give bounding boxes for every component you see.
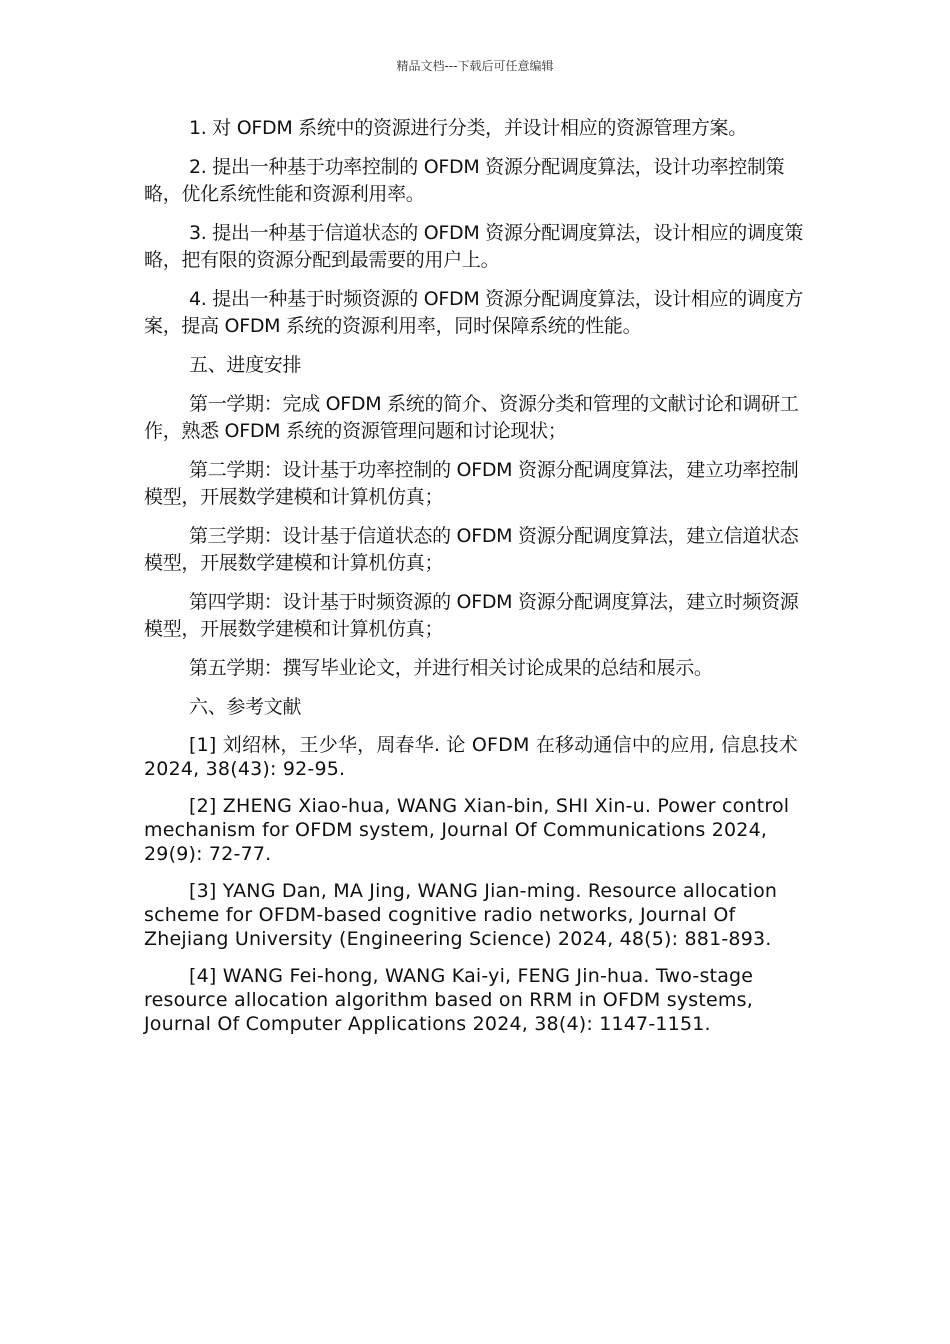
schedule-semester-3: 第三学期：设计基于信道状态的 OFDM 资源分配调度算法，建立信道状态模型，开展数学建模和计算机仿真； [144,525,799,574]
reference-item-4: [4] WANG Fei-hong, WANG Kai-yi, FENG Jin-hua. Two-stage resource allocation algorithm based on RRM in OFDM systems, Journal Of Computer Applications 2024, 38(4): 1147-1151. [144,965,754,1035]
schedule-semester-2: 第二学期：设计基于功率控制的 OFDM 资源分配调度算法，建立功率控制模型，开展数学建模和计算机仿真； [144,459,799,508]
reference-item-3: [3] YANG Dan, MA Jing, WANG Jian-ming. Resource allocation scheme for OFDM-based cognitive radio networks, Journal Of Zhejiang University (Engineering Science) 2024, 48(5): 881-893. [144,880,778,950]
schedule-semester-1: 第一学期：完成 OFDM 系统的简介、资源分类和管理的文献讨论和调研工作，熟悉 OFDM 系统的资源管理问题和讨论现状； [144,393,799,442]
objective-item-3: 3. 提出一种基于信道状态的 OFDM 资源分配调度算法，设计相应的调度策略，把有限的资源分配到最需要的用户上。 [144,222,804,271]
objective-item-1: 1. 对 OFDM 系统中的资源进行分类，并设计相应的资源管理方案。 [189,117,747,139]
document-body [144,115,806,1049]
schedule-semester-5: 第五学期：撰写毕业论文，并进行相关讨论成果的总结和展示。 [189,657,713,679]
schedule-semester-4: 第四学期：设计基于时频资源的 OFDM 资源分配调度算法，建立时频资源模型，开展数学建模和计算机仿真； [144,591,799,640]
reference-item-1: [1] 刘绍林，王少华，周春华. 论 OFDM 在移动通信中的应用, 信息技术 2024, 38(43): 92-95. [144,734,798,780]
page-header: 精品文档---下载后可任意编辑 [396,59,554,73]
objective-item-4: 4. 提出一种基于时频资源的 OFDM 资源分配调度算法，设计相应的调度方案，提高 OFDM 系统的资源利用率，同时保障系统的性能。 [144,288,804,337]
reference-item-2: [2] ZHENG Xiao-hua, WANG Xian-bin, SHI Xin-u. Power control mechanism for OFDM system, Journal Of Communications 2024, 29(9): 72-77. [144,795,790,865]
section-heading-schedule: 五、进度安排 [189,354,302,376]
objective-item-2: 2. 提出一种基于功率控制的 OFDM 资源分配调度算法，设计功率控制策略，优化系统性能和资源利用率。 [144,156,785,205]
section-heading-references: 六、参考文献 [189,696,302,718]
